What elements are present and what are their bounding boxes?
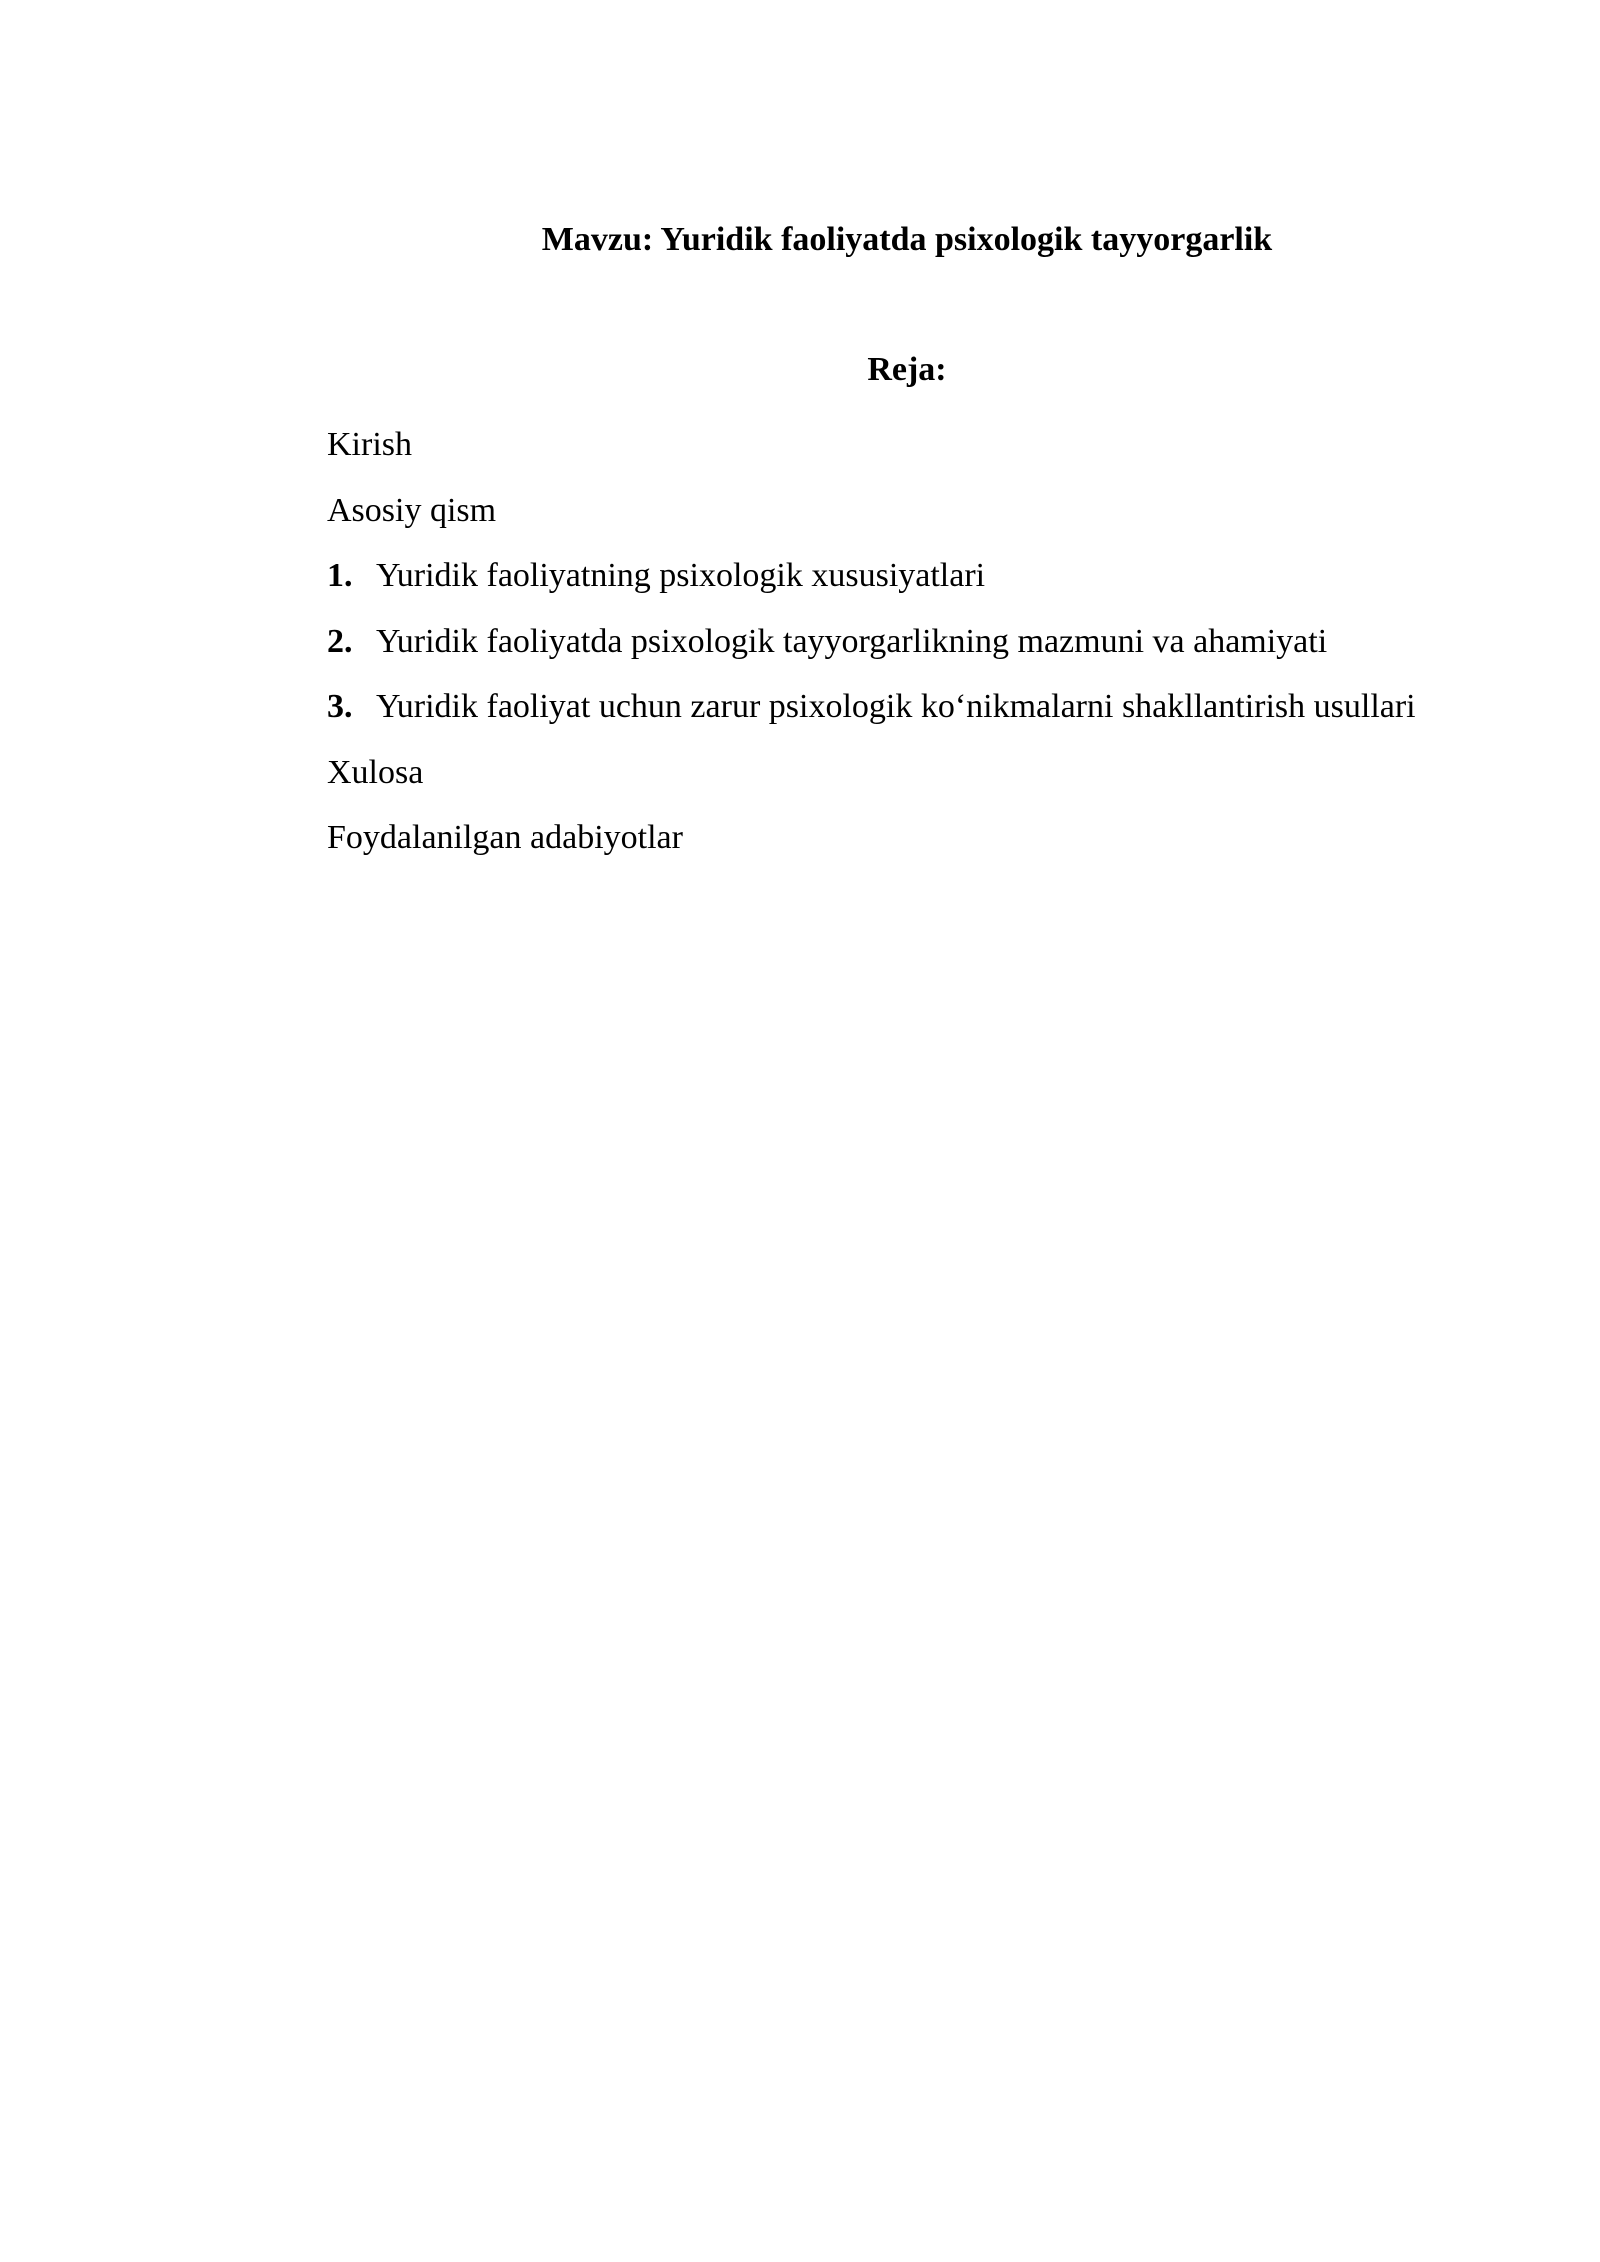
plan-main-part: Asosiy qism	[327, 491, 497, 529]
plan-item-3	[327, 674, 1497, 740]
plan-conclusion: Xulosa	[327, 753, 424, 791]
plan-item-number: 3.	[327, 688, 353, 725]
plan-item-1	[327, 543, 1497, 609]
plan-item-text: Yuridik faoliyat uchun zarur psixologik ko‘nikmalarni shakllantirish usullari	[376, 688, 1416, 725]
plan-list	[327, 412, 1497, 871]
plan-heading: Reja:	[867, 351, 947, 388]
plan-item-text: Yuridik faoliyatning psixologik xususiyatlari	[376, 557, 986, 594]
plan-references: Foydalanilgan adabiyotlar	[327, 819, 683, 856]
plan-intro: Kirish	[327, 426, 412, 463]
plan-item-text: Yuridik faoliyatda psixologik tayyorgarlikning mazmuni va ahamiyati	[376, 622, 1328, 660]
plan-item-2	[327, 609, 1497, 675]
document-title: Mavzu: Yuridik faoliyatda psixologik tayyorgarlik	[541, 221, 1273, 258]
plan-item-number: 1.	[327, 557, 353, 594]
plan-item-number: 2.	[327, 622, 353, 660]
